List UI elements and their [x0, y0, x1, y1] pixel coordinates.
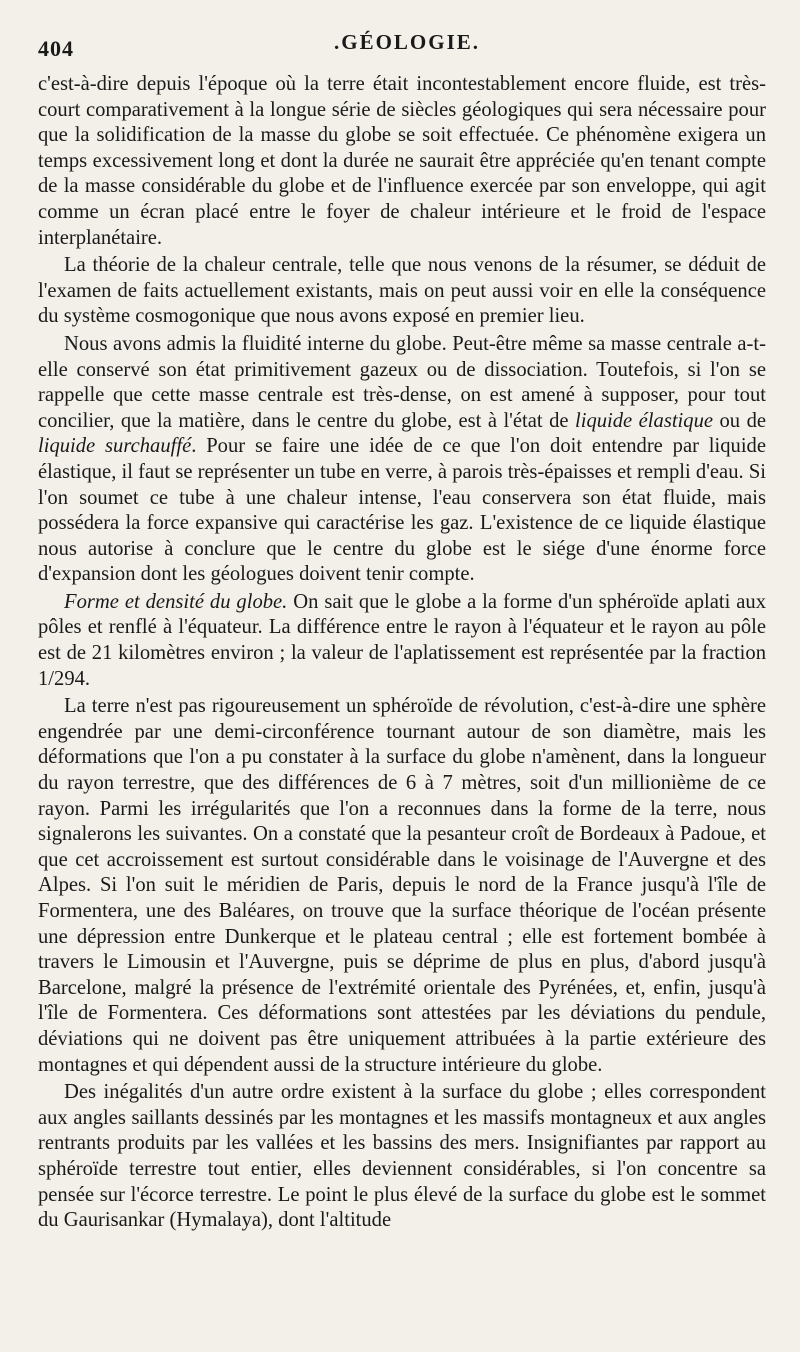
paragraph — [38, 253, 766, 330]
italic-term: liquide surchauffé — [38, 435, 192, 458]
paragraph — [38, 694, 766, 1078]
italic-term: liquide élastique — [575, 409, 714, 432]
paragraph-text: Des inégalités d'un autre ordre existent à la surface du globe ; elles correspondent aux angles saillants dessinés par les montagnes et les massifs montagneux et aux angles rentrants produits par les vallées et les bassins des mers. Insignifiantes par rapport au sphéroïde terrestre tout entier, elles deviennent considérables, si l'on concentre sa pensée sur l'écorce terrestre. Le point le plus élevé de la surface du globe est le sommet du Gaurisankar (Hymalaya), dont l'altitude — [38, 1081, 766, 1232]
paragraph-text: c'est-à-dire depuis l'époque où la terre était incontestablement encore fluide, est très-court comparativement à la longue série de siècles géologiques qui sera nécessaire pour que la solidification de la masse du globe se soit effectuée. Ce phénomène exigera un temps excessivement long et dont la durée ne saurait être appréciée qu'en tenant compte de la masse considérable du globe et de l'influence exercée par son enveloppe, qui agit comme un écran placé entre le foyer de chaleur intérieure et le froid de l'espace interplanétaire. — [38, 73, 766, 249]
section-lead: Forme et densité du globe. — [64, 590, 288, 613]
paragraph-text: On sait que le globe a la forme d'un sphéroïde aplati aux pôles et renflé à l'équateur. La différence entre le rayon à l'équateur et le rayon au pôle est de 21 kilomètres environ ; la valeur de l'aplatissement est représentée par la fraction 1/294. — [38, 590, 767, 690]
paragraph-text: La théorie de la chaleur centrale, telle que nous venons de la résumer, se déduit de l'examen de faits actuellement existants, mais on peut aussi voir en elle la conséquence du système cosmogonique que nous avons exposé en premier lieu. — [38, 254, 766, 328]
page-number: 404 — [38, 36, 74, 61]
paragraph — [38, 590, 766, 692]
page-header — [38, 28, 766, 72]
running-title: .GÉOLOGIE. — [334, 30, 481, 54]
paragraph-text: ou de — [713, 409, 767, 432]
paragraph — [38, 1080, 766, 1234]
paragraph-text: Nous avons admis la fluidité interne du globe. Peut-être même sa masse centrale a-t-elle conservé son état primitivement gazeux ou de dissociation. Toutefois, si l'on se rappelle que cette masse centrale est très-dense, on est amené à supposer, pour tout concilier, que la matière, dans le centre du globe, est à l'état de — [38, 332, 766, 432]
paragraph — [38, 332, 766, 588]
paragraph-text: La terre n'est pas rigoureusement un sphéroïde de révolution, c'est-à-dire une sphère engendrée par une demi-circonférence tournant autour de son diamètre, mais les déformations que l'on a pu constater à la surface du globe n'amènent, dans la longueur du rayon terrestre, que des différences de 6 à 7 mètres, soit d'un millionième de ce rayon. Parmi les irrégularités que l'on a reconnues dans la forme de la terre, nous signalerons les suivantes. On a constaté que la pesanteur croît de Bordeaux à Padoue, et que cet accroissement est surtout considérable dans le voisinage de l'Auvergne et des Alpes. Si l'on suit le méridien de Paris, depuis le nord de la France jusqu'à l'île de Formentera, une des Baléares, on trouve que la surface théorique de l'océan présente une dépression entre Dunkerque et le plateau central ; elle est fortement bombée à travers le Limousin et l'Auvergne, puis se déprime de plus en plus, d'abord jusqu'à Barcelone, malgré la présence de l'extrémité orientale des Pyrénées, et, enfin, jusqu'à l'île de Formentera. Ces déformations sont attestées par les déviations du pendule, déviations qui ne doivent pas être uniquement attribuées à la partie extérieure des montagnes et qui dépendent aussi de la structure intérieure du globe. — [38, 695, 766, 1076]
paragraph-text: . Pour se faire une idée de ce que l'on doit entendre par liquide élastique, il faut se représenter un tube en verre, à parois très-épaisses et rempli d'eau. Si l'on soumet ce tube à une chaleur intense, l'eau conservera son état fluide, mais possédera la force expansive qui caractérise les gaz. L'existence de ce liquide élastique nous autorise à conclure que le centre du globe est le siége d'une énorme force d'expansion dont les géologues doivent tenir compte. — [38, 435, 766, 586]
page-body — [38, 72, 766, 1234]
paragraph — [38, 72, 766, 251]
